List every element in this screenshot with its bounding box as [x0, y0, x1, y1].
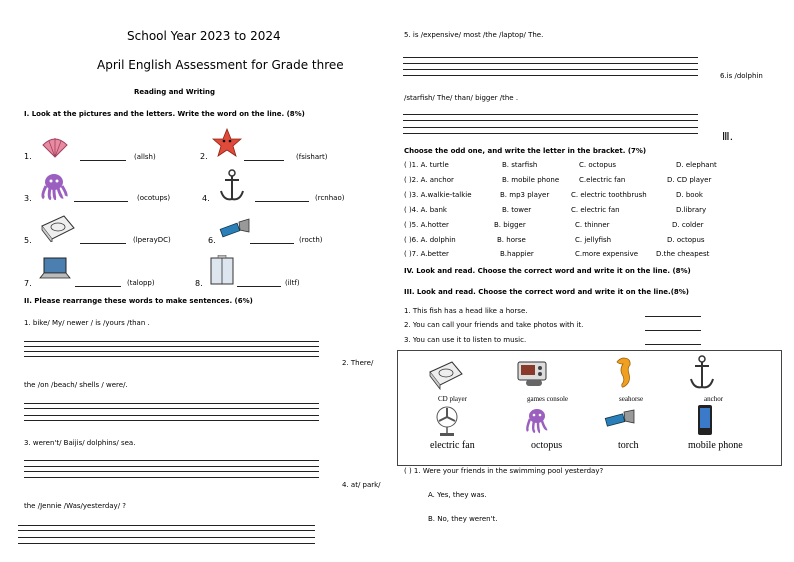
writing-line[interactable] [24, 477, 319, 478]
part2-heading: II. Please rearrange these words to make sentences. (6%) [24, 297, 253, 305]
word-bank-label: seahorse [619, 395, 644, 403]
odd-row-c: C. thinner [575, 221, 610, 229]
odd-row-num: ( )6. A. dolphin [404, 236, 456, 244]
lift-icon [209, 255, 235, 285]
writing-line[interactable] [24, 356, 319, 357]
item-number: 1. [24, 152, 32, 161]
odd-row-b: B. mobile phone [502, 176, 560, 184]
writing-line[interactable] [24, 346, 319, 347]
writing-line[interactable] [403, 120, 698, 121]
odd-row-c: C.electric fan [579, 176, 626, 184]
odd-row-b: B. mp3 player [500, 191, 550, 199]
writing-line[interactable] [24, 351, 319, 352]
sentence-2a: 2. There/ [342, 359, 374, 367]
part1-heading: I. Look at the pictures and the letters. Write the word on the line. (8%) [24, 110, 305, 118]
anchor-icon [688, 355, 716, 391]
sentence-6a: 6.is /dolphin [720, 72, 763, 80]
odd-row-d: D. elephant [676, 161, 717, 169]
item-letters: (ocotups) [137, 194, 171, 202]
sentence-4a: 4. at/ park/ [342, 481, 381, 489]
assessment-title: April English Assessment for Grade three [97, 58, 344, 72]
item-letters: (talopp) [127, 279, 155, 287]
writing-line[interactable] [403, 114, 698, 115]
sentence-5: 5. is /expensive/ most /the /laptop/ The. [404, 31, 544, 39]
electric-fan-icon [434, 405, 460, 437]
odd-row-b: B. tower [502, 206, 532, 214]
octopus-icon [523, 407, 551, 435]
cd-player-icon [40, 212, 76, 242]
torch-icon [604, 408, 636, 432]
odd-row-c: C. jellyfish [575, 236, 612, 244]
odd-row-d: D.the cheapest [656, 250, 710, 258]
answer-line[interactable] [255, 201, 309, 202]
sentence-2b: the /on /beach/ shells / were/. [24, 381, 128, 389]
word-bank-label: mobile phone [688, 440, 743, 451]
writing-line[interactable] [403, 63, 698, 64]
odd-row-c: C. electric toothbrush [571, 191, 647, 199]
sentence-1: 1. bike/ My/ newer / is /yours /than . [24, 319, 150, 327]
writing-line[interactable] [18, 525, 315, 526]
item-number: 2. [200, 152, 208, 161]
part4-heading: IV. Look and read. Choose the correct word and write it on the line. (8%) [404, 267, 691, 275]
word-bank-label: electric fan [430, 440, 475, 451]
mobile-phone-icon [697, 404, 713, 436]
sentence-6b: /starfish/ The/ than/ bigger /the . [404, 94, 519, 102]
sentence-3: 3. weren't/ Baijis/ dolphins/ sea. [24, 439, 136, 447]
question-choice-1: ( ) 1. Were your friends in the swimming pool yesterday? [404, 467, 604, 475]
writing-line[interactable] [24, 408, 319, 409]
writing-line[interactable] [24, 471, 319, 472]
games-console-icon [516, 358, 550, 388]
writing-line[interactable] [403, 69, 698, 70]
odd-row-num: ( )2. A. anchor [404, 176, 454, 184]
word-bank-label: games console [527, 395, 569, 403]
writing-line[interactable] [403, 133, 698, 134]
writing-line[interactable] [24, 341, 319, 342]
word-bank-label: anchor [704, 395, 724, 403]
odd-row-num: ( )3. A.walkie-talkie [404, 191, 472, 199]
laptop-icon [38, 256, 72, 282]
odd-row-num: ( )4. A. bank [404, 206, 447, 214]
anchor-icon [218, 169, 246, 203]
odd-row-b: B. bigger [494, 221, 526, 229]
torch-icon [219, 218, 251, 240]
writing-line[interactable] [403, 75, 698, 76]
word-bank-label: octopus [531, 440, 563, 451]
roman-numeral: Ⅲ. [722, 130, 734, 143]
starfish-icon [212, 128, 242, 158]
item-letters: (iltf) [285, 279, 300, 287]
writing-line[interactable] [403, 127, 698, 128]
odd-row-num: ( )5. A.hotter [404, 221, 449, 229]
odd-row-num: ( )7. A.better [404, 250, 449, 258]
question-2: 2. You can call your friends and take photos with it. [404, 321, 584, 329]
part3-heading: Choose the odd one, and write the letter in the bracket. (7%) [404, 147, 647, 155]
writing-line[interactable] [18, 537, 315, 538]
option-a: A. Yes, they was. [428, 491, 487, 499]
odd-row-num: ( )1. A. turtle [404, 161, 449, 169]
answer-line[interactable] [237, 286, 281, 287]
question-1: 1. This fish has a head like a horse. [404, 307, 528, 315]
section-title: Reading and Writing [134, 88, 216, 96]
answer-line[interactable] [80, 243, 126, 244]
answer-line[interactable] [645, 330, 701, 331]
answer-line[interactable] [75, 286, 121, 287]
part5-heading: III. Look and read. Choose the correct word and write it on the line.(8%) [404, 288, 689, 296]
odd-row-b: B. horse [497, 236, 526, 244]
answer-line[interactable] [645, 344, 701, 345]
odd-row-d: D. book [676, 191, 703, 199]
school-year: School Year 2023 to 2024 [127, 29, 281, 43]
writing-line[interactable] [18, 543, 315, 544]
odd-row-c: C. octopus [579, 161, 617, 169]
cd-player-icon [428, 358, 464, 390]
answer-line[interactable] [250, 243, 294, 244]
answer-line[interactable] [74, 201, 128, 202]
odd-row-d: D. CD player [667, 176, 712, 184]
option-b: B. No, they weren't. [428, 515, 498, 523]
item-letters: (fsishart) [296, 153, 328, 161]
odd-row-c: C. electric fan [571, 206, 620, 214]
answer-line[interactable] [80, 160, 126, 161]
question-3: 3. You can use it to listen to music. [404, 336, 527, 344]
sentence-4b: the /Jennie /Was/yesterday/ ? [24, 502, 126, 510]
item-letters: (lperayDC) [133, 236, 171, 244]
odd-row-d: D.library [676, 206, 707, 214]
seahorse-icon [613, 356, 635, 390]
writing-line[interactable] [24, 466, 319, 467]
answer-line[interactable] [244, 160, 284, 161]
writing-line[interactable] [24, 420, 319, 421]
odd-row-d: D. octopus [667, 236, 705, 244]
shell-icon [40, 135, 70, 159]
item-letters: (rocth) [299, 236, 323, 244]
odd-row-b: B. starfish [502, 161, 538, 169]
item-number: 7. [24, 279, 32, 288]
answer-line[interactable] [645, 316, 701, 317]
word-bank-label: torch [618, 440, 639, 451]
item-number: 6. [208, 236, 216, 245]
item-number: 4. [202, 194, 210, 203]
odd-row-c: C.more expensive [575, 250, 639, 258]
item-number: 3. [24, 194, 32, 203]
word-bank-label: CD player [438, 395, 467, 403]
writing-line[interactable] [18, 530, 315, 531]
item-letters: (rcnhao) [315, 194, 345, 202]
odd-row-b: B.happier [500, 250, 534, 258]
writing-line[interactable] [24, 415, 319, 416]
item-number: 8. [195, 279, 203, 288]
item-number: 5. [24, 236, 32, 245]
writing-line[interactable] [24, 460, 319, 461]
writing-line[interactable] [403, 57, 698, 58]
writing-line[interactable] [24, 403, 319, 404]
octopus-icon [38, 172, 70, 200]
odd-row-d: D. colder [672, 221, 704, 229]
item-letters: (allsh) [134, 153, 156, 161]
